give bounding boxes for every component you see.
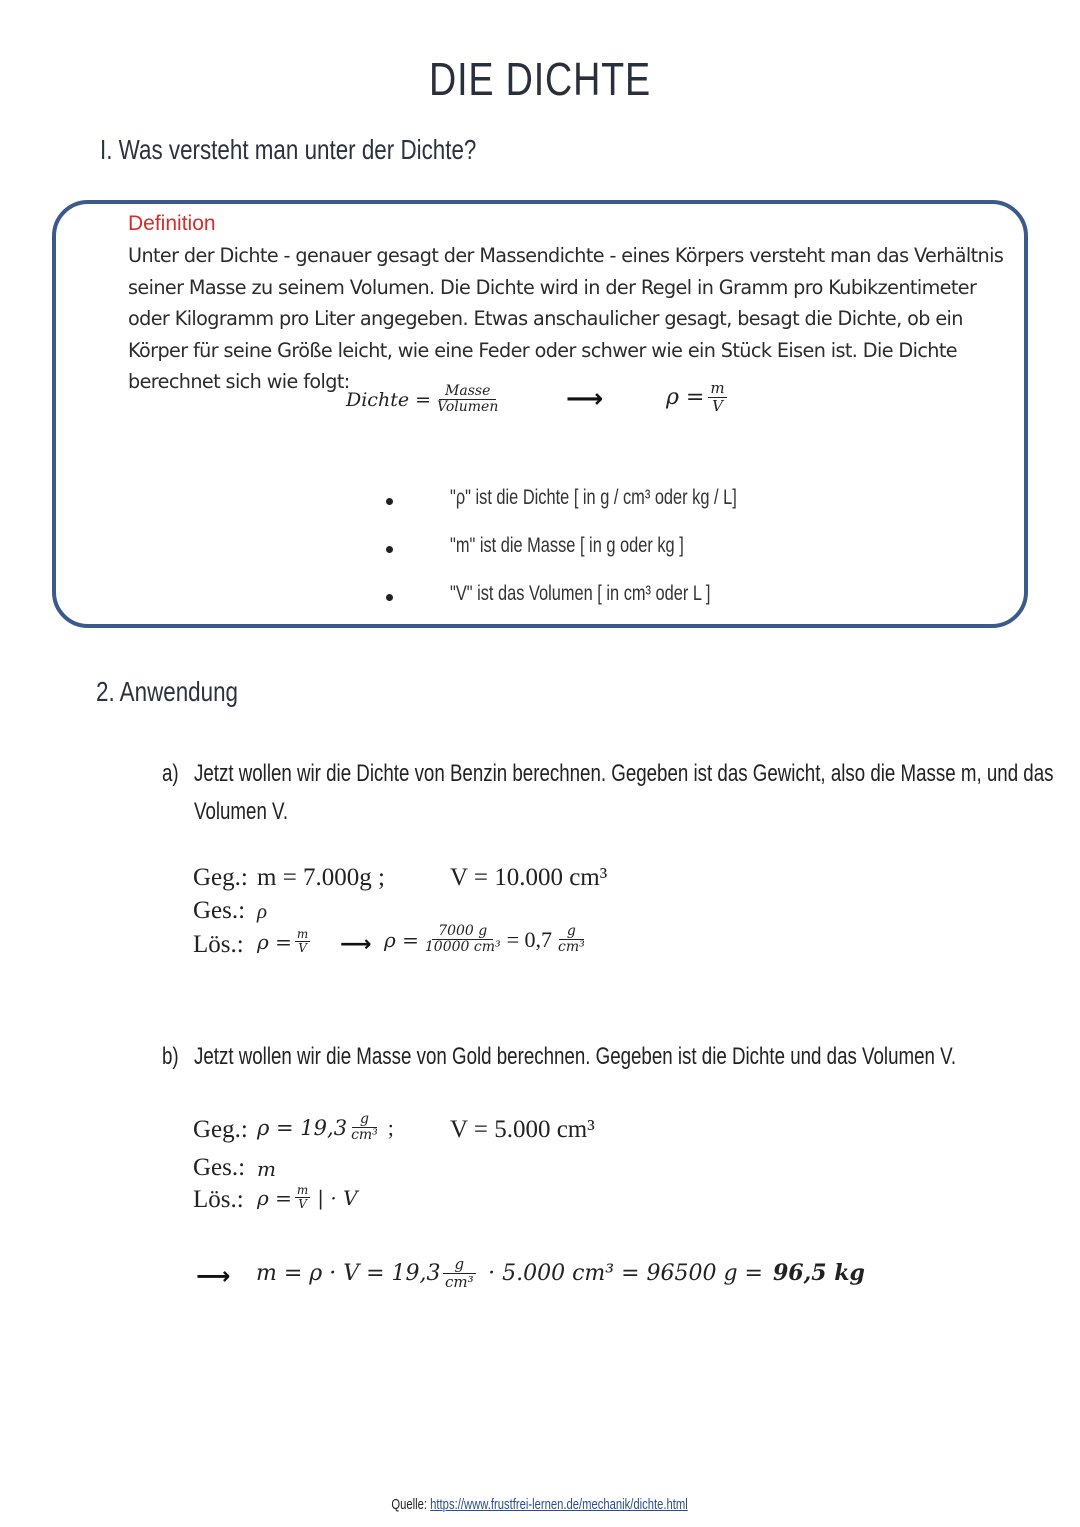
task-a-unit-numerator: g [559, 924, 584, 940]
task-a-sought-label: Ges.: [193, 897, 246, 924]
task-b-given-density [257, 1112, 394, 1144]
task-a-given-mass: m = 7.000g ; [257, 864, 385, 891]
task-b-solution-formula [257, 1184, 358, 1211]
bullet-rho: "ρ" ist die Dichte [ in g / cm³ oder kg / L] [450, 486, 737, 509]
task-b-solution-label: Lös.: [193, 1186, 244, 1213]
task-a-calc-denominator: 10000 cm³ [424, 939, 501, 956]
task-b-given-separator: ; [387, 1114, 394, 1140]
source-link[interactable]: https://www.frustfrei-lernen.de/mechanik/dichte.html [430, 1496, 689, 1513]
formula-arrow: ⟶ [566, 384, 604, 414]
task-a-calc-lhs: ρ = [384, 927, 419, 952]
task-a-unit-denominator: cm³ [558, 939, 585, 956]
task-a-label: a) [162, 760, 179, 787]
symbol-formula-denominator: V [712, 396, 723, 415]
bullet-dot [386, 546, 393, 553]
task-b-result [256, 1256, 865, 1290]
task-a-calc-numerator: 7000 g [432, 924, 493, 940]
task-a-sought-value: ρ [257, 899, 268, 923]
task-b-label: b) [162, 1043, 179, 1070]
source-label: Quelle: [391, 1496, 428, 1513]
page-title: DIE DICHTE [429, 53, 651, 105]
section-1-heading: I. Was versteht man unter der Dichte? [100, 134, 477, 165]
task-b-text: Jetzt wollen wir die Masse von Gold berechnen. Gegeben ist die Dichte und das Volumen V. [194, 1043, 957, 1070]
bullet-volume: "V" ist das Volumen [ in cm³ oder L ] [450, 582, 711, 605]
section-2-heading: 2. Anwendung [96, 676, 238, 707]
bullet-dot [386, 498, 393, 505]
task-b-result-unit-numerator: g [443, 1256, 477, 1274]
task-b-result-unit [443, 1256, 477, 1290]
task-a-solution-lhs: ρ = [257, 929, 292, 954]
definition-text: Unter der Dichte - genauer gesagt der Massendichte - eines Körpers versteht man das Verhältnis seiner Masse zu seinem Volumen. Die Dichte wird in der Regel in Gramm pro Kubikzentimeter oder Kilogramm pro Liter angegeben. Etwas anschaulicher gesagt, besagt die Dichte, ob ein Körper für seine Größe leicht, wie eine Feder oder schwer wie ein Stück Eisen ist. Die Dichte berechnet sich wie folgt: [128, 244, 1004, 393]
task-b-result-lhs: m = ρ · V = 19,3 [256, 1260, 441, 1286]
task-a-calculation [384, 924, 587, 956]
bullet-mass: "m" ist die Masse [ in g oder kg ] [450, 534, 684, 557]
word-formula-fraction [435, 384, 500, 416]
task-a-solution-formula [257, 928, 310, 955]
word-formula-denominator: Volumen [437, 399, 499, 416]
word-formula-numerator: Masse [439, 384, 496, 400]
symbol-formula-numerator: m [710, 379, 725, 397]
task-b-solution-numerator: m [296, 1183, 309, 1197]
task-b-solution-denominator: V [298, 1197, 307, 1212]
task-b-given-rho: ρ = 19,3 [257, 1115, 348, 1140]
definition-label: Definition [128, 212, 216, 235]
task-b-sought-label: Ges.: [193, 1154, 246, 1181]
task-b-sought-value: m [257, 1157, 276, 1181]
task-a-arrow: ⟶ [340, 932, 372, 957]
task-b-result-final: 96,5 kg [772, 1260, 865, 1286]
symbol-formula-lhs: ρ = [666, 384, 705, 410]
task-b-solution-lhs: ρ = [257, 1185, 292, 1210]
symbol-formula-fraction [708, 380, 726, 414]
task-a-solution-label: Lös.: [193, 931, 244, 958]
task-b-given-volume: V = 5.000 cm³ [450, 1116, 595, 1143]
task-a-given-label: Geg.: [193, 864, 248, 891]
task-b-given-unit-numerator: g [352, 1112, 377, 1128]
task-a-solution-numerator: m [296, 927, 309, 941]
word-formula-lhs: Dichte = [346, 388, 432, 411]
symbol-formula [666, 380, 727, 414]
task-a-calc-fraction [423, 924, 503, 956]
task-b-result-unit-denominator: cm³ [444, 1272, 474, 1291]
word-formula [346, 384, 500, 416]
task-a-calc-unit [556, 924, 587, 956]
task-a-solution-denominator: V [298, 941, 307, 956]
task-b-given-unit [349, 1112, 380, 1144]
task-a-solution-fraction [295, 928, 310, 955]
task-b-arrow: ⟶ [196, 1262, 231, 1290]
task-b-solution-tail: | · V [317, 1185, 358, 1210]
task-a-given-volume: V = 10.000 cm³ [450, 864, 608, 891]
bullet-dot [386, 594, 393, 601]
task-b-solution-fraction [295, 1184, 310, 1211]
task-a-calc-result: = 0,7 [506, 926, 553, 952]
task-a-text-line1: Jetzt wollen wir die Dichte von Benzin berechnen. Gegeben ist das Gewicht, also die Masse m, und das [194, 760, 1054, 787]
task-b-given-label: Geg.: [193, 1116, 248, 1143]
task-b-given-unit-denominator: cm³ [351, 1127, 378, 1144]
source-line [0, 1496, 1080, 1513]
task-a-text-line2: Volumen V. [194, 798, 289, 825]
task-b-result-middle: · 5.000 cm³ = 96500 g = [488, 1260, 763, 1286]
